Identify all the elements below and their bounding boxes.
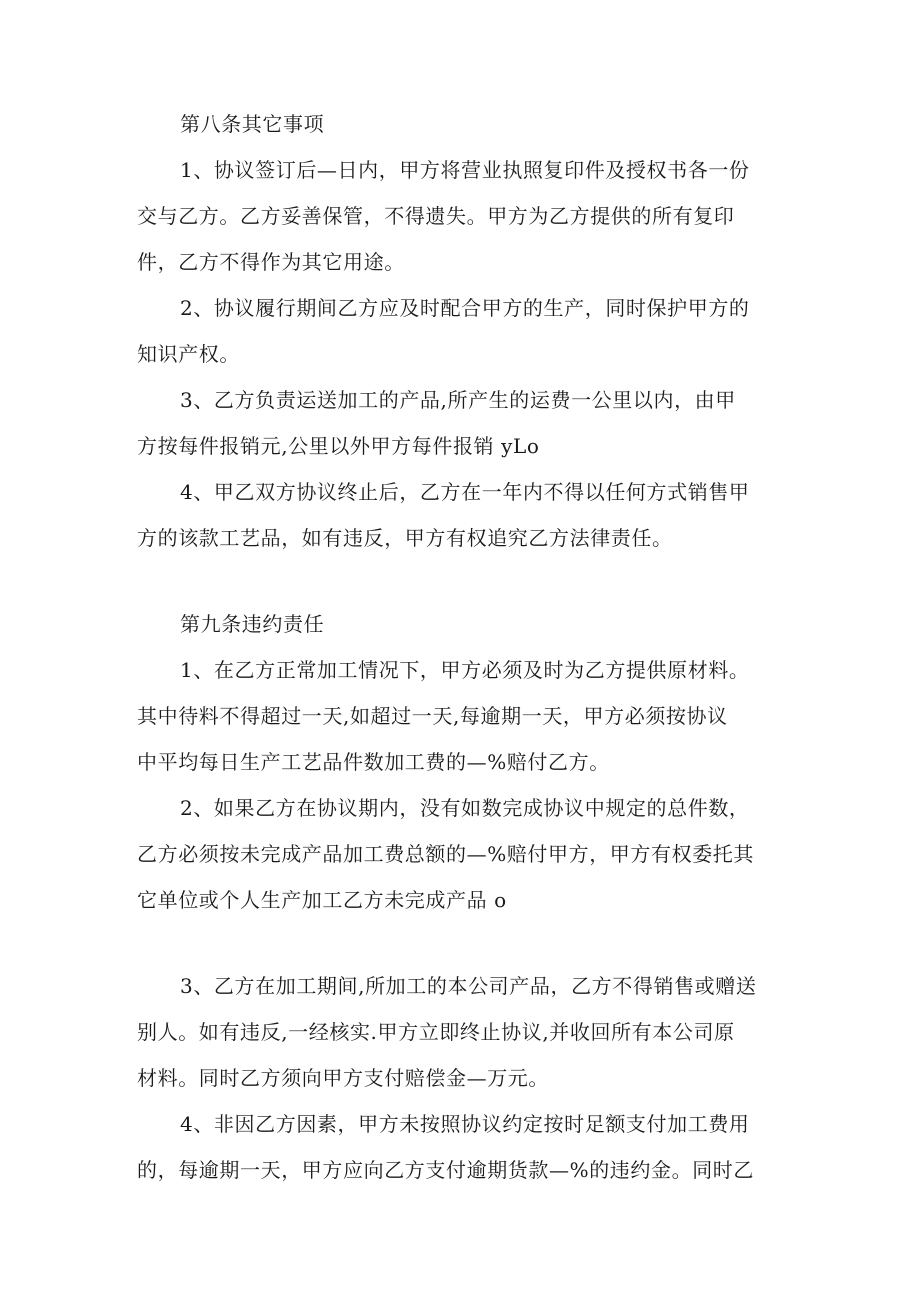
section-9-item-1-line-1: 1、在乙方正常加工情况下，甲方必须及时为乙方提供原材料。 <box>180 658 750 682</box>
section-9-item-3-line-2: 别人。如有违反,一经核实.甲方立即终止协议,并收回所有本公司原 <box>137 1020 735 1044</box>
section-8-item-3-line-2: 方按每件报销元,公里以外甲方每件报销 yLo <box>137 434 540 458</box>
section-8-item-2-line-1: 2、协议履行期间乙方应及时配合甲方的生产，同时保护甲方的 <box>180 296 750 320</box>
section-8-item-4-line-2: 方的该款工艺品，如有违反，甲方有权追究乙方法律责任。 <box>137 526 673 550</box>
section-9-item-1-line-3: 中平均每日生产工艺品件数加工费的—%赔付乙方。 <box>137 750 610 774</box>
section-9-item-2-line-2: 乙方必须按未完成产品加工费总额的—%赔付甲方，甲方有权委托其 <box>137 842 755 866</box>
section-8-item-1-line-2: 交与乙方。乙方妥善保管，不得遗失。甲方为乙方提供的所有复印 <box>137 204 735 228</box>
section-9-item-1-line-2: 其中待料不得超过一天,如超过一天,每逾期一天，甲方必须按协议 <box>137 704 728 728</box>
section-8-item-2-line-2: 知识产权。 <box>137 342 240 366</box>
section-9-item-3-line-1: 3、乙方在加工期间,所加工的本公司产品，乙方不得销售或赠送 <box>180 974 757 998</box>
section-8-item-1-line-1: 1、协议签订后—日内，甲方将营业执照复印件及授权书各一份 <box>180 158 750 182</box>
section-8-title: 第八条其它事项 <box>180 112 325 136</box>
section-9-title: 第九条违约责任 <box>180 612 325 636</box>
section-9-item-3-line-3: 材料。同时乙方须向甲方支付赔偿金—万元。 <box>137 1066 549 1090</box>
section-8-item-4-line-1: 4、甲乙双方协议终止后，乙方在一年内不得以任何方式销售甲 <box>180 480 750 504</box>
section-8-item-3-line-1: 3、乙方负责运送加工的产品,所产生的运费一公里以内，由甲 <box>180 388 736 412</box>
section-8-item-1-line-3: 件，乙方不得作为其它用途。 <box>137 250 405 274</box>
section-9-item-4-line-2: 的，每逾期一天，甲方应向乙方支付逾期货款—%的违约金。同时乙 <box>137 1158 755 1182</box>
section-9-item-2-line-3: 它单位或个人生产加工乙方未完成产品 o <box>137 888 507 912</box>
section-9-item-4-line-1: 4、非因乙方因素，甲方未按照协议约定按时足额支付加工费用 <box>180 1112 750 1136</box>
section-9-item-2-line-1: 2、如果乙方在协议期内，没有如数完成协议中规定的总件数， <box>180 796 750 820</box>
